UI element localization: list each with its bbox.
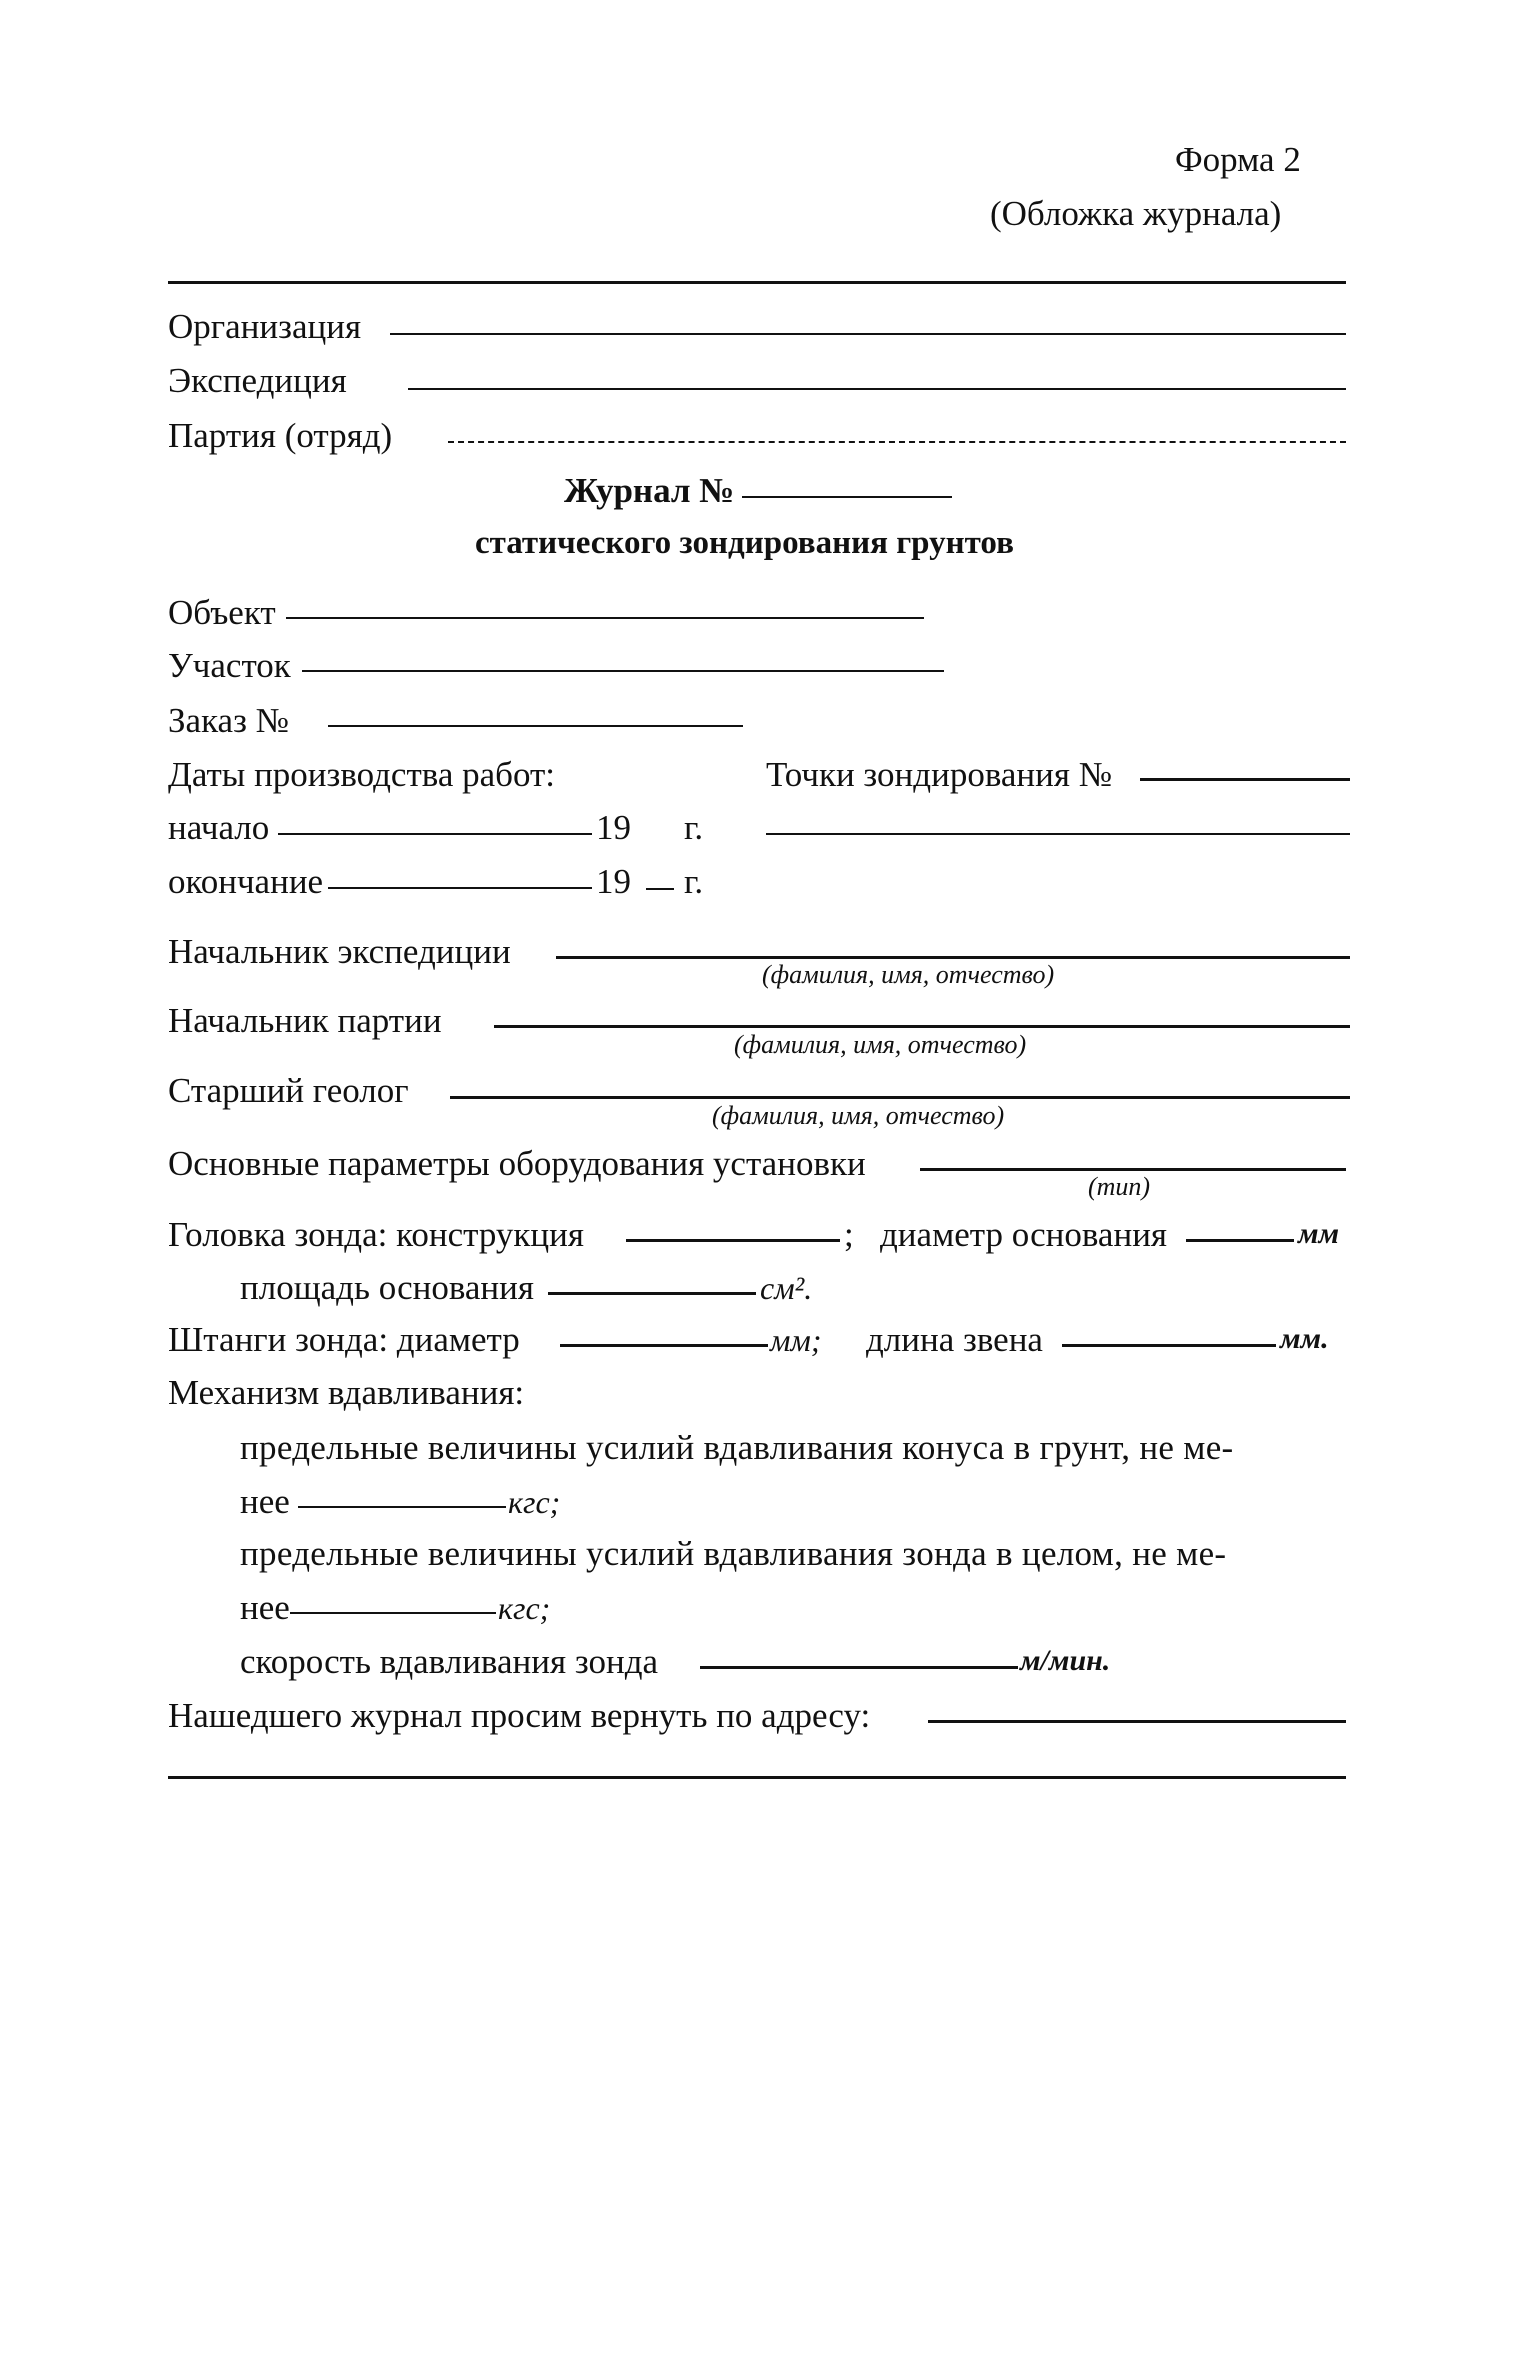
speed-field[interactable] xyxy=(700,1666,1018,1669)
link-length-field[interactable] xyxy=(1062,1344,1276,1347)
order-field[interactable] xyxy=(328,725,743,727)
probe-force-less: нее xyxy=(240,1588,290,1627)
speed-label: скорость вдавливания зонда xyxy=(240,1642,659,1681)
points-field-line-2[interactable] xyxy=(766,833,1350,835)
expedition-head-caption: (фамилия, имя, отчество) xyxy=(762,960,1055,989)
points-label: Точки зондирования № xyxy=(766,755,1113,794)
link-length-label: длина звена xyxy=(866,1320,1043,1359)
site-label: Участок xyxy=(168,646,291,685)
end-year-prefix: 19 xyxy=(596,862,631,901)
base-area-field[interactable] xyxy=(548,1292,756,1295)
expedition-head-label: Начальник экспедиции xyxy=(168,932,511,971)
expedition-head-field[interactable] xyxy=(556,956,1350,959)
base-diameter-unit: мм xyxy=(1298,1217,1340,1250)
return-address-field[interactable] xyxy=(928,1720,1346,1723)
head-design-semicolon: ; xyxy=(844,1215,854,1254)
expedition-label: Экспедиция xyxy=(168,361,347,400)
probe-force-unit: кгс; xyxy=(498,1590,551,1626)
link-length-unit: мм. xyxy=(1280,1322,1329,1355)
rods-diameter-field[interactable] xyxy=(560,1344,768,1347)
end-label: окончание xyxy=(168,862,324,901)
cone-force-label: предельные величины усилий вдавливания конуса в грунт, не ме- xyxy=(240,1428,1234,1467)
top-rule xyxy=(168,281,1346,284)
main-params-label: Основные параметры оборудования установки xyxy=(168,1144,866,1183)
cone-force-less: нее xyxy=(240,1482,290,1521)
expedition-field[interactable] xyxy=(408,388,1346,390)
probe-force-field[interactable] xyxy=(290,1612,496,1614)
party-head-field[interactable] xyxy=(494,1025,1350,1028)
senior-geologist-caption: (фамилия, имя, отчество) xyxy=(712,1101,1005,1130)
organization-label: Организация xyxy=(168,307,362,346)
party-head-caption: (фамилия, имя, отчество) xyxy=(734,1030,1027,1059)
party-label: Партия (отряд) xyxy=(168,416,393,455)
base-area-label: площадь основания xyxy=(240,1268,534,1307)
start-label: начало xyxy=(168,808,270,847)
journal-subtitle: статического зондирования грунтов xyxy=(475,525,1014,561)
probe-force-label: предельные величины усилий вдавливания зонда в целом, не ме- xyxy=(240,1534,1227,1573)
party-field[interactable] xyxy=(448,441,1346,443)
mechanism-label: Механизм вдавливания: xyxy=(168,1373,525,1412)
main-params-field[interactable] xyxy=(920,1168,1346,1171)
points-field[interactable] xyxy=(1140,778,1350,781)
type-caption: (тип) xyxy=(1088,1172,1151,1201)
journal-number-field[interactable] xyxy=(742,496,952,498)
head-design-label: Головка зонда: конструкция xyxy=(168,1215,584,1254)
party-head-label: Начальник партии xyxy=(168,1001,442,1040)
end-date-field[interactable] xyxy=(328,887,592,889)
dates-label: Даты производства работ: xyxy=(168,755,556,794)
organization-field[interactable] xyxy=(390,333,1346,335)
head-design-field[interactable] xyxy=(626,1239,840,1242)
journal-title: Журнал № xyxy=(564,471,735,510)
form-note: (Обложка журнала) xyxy=(990,194,1282,233)
rods-diameter-unit: мм; xyxy=(770,1322,822,1358)
object-field[interactable] xyxy=(286,617,924,619)
start-year-suffix: г. xyxy=(684,808,704,847)
base-area-unit: см². xyxy=(760,1270,813,1306)
base-diameter-label: диаметр основания xyxy=(880,1215,1168,1254)
start-year-prefix: 19 xyxy=(596,808,631,847)
end-year-suffix: г. xyxy=(684,862,704,901)
speed-unit: м/мин. xyxy=(1020,1644,1111,1677)
cone-force-unit: кгс; xyxy=(508,1484,561,1520)
senior-geologist-field[interactable] xyxy=(450,1096,1350,1099)
base-diameter-field[interactable] xyxy=(1186,1239,1294,1242)
start-date-field[interactable] xyxy=(278,833,592,835)
cone-force-field[interactable] xyxy=(298,1506,506,1508)
return-note: Нашедшего журнал просим вернуть по адресу: xyxy=(168,1696,871,1735)
bottom-rule xyxy=(168,1776,1346,1779)
object-label: Объект xyxy=(168,593,276,632)
end-year-field[interactable] xyxy=(646,888,674,890)
senior-geologist-label: Старший геолог xyxy=(168,1071,409,1110)
form-number: Форма 2 xyxy=(1175,140,1301,179)
site-field[interactable] xyxy=(302,670,944,672)
rods-diameter-label: Штанги зонда: диаметр xyxy=(168,1320,520,1359)
order-label: Заказ № xyxy=(168,701,290,740)
